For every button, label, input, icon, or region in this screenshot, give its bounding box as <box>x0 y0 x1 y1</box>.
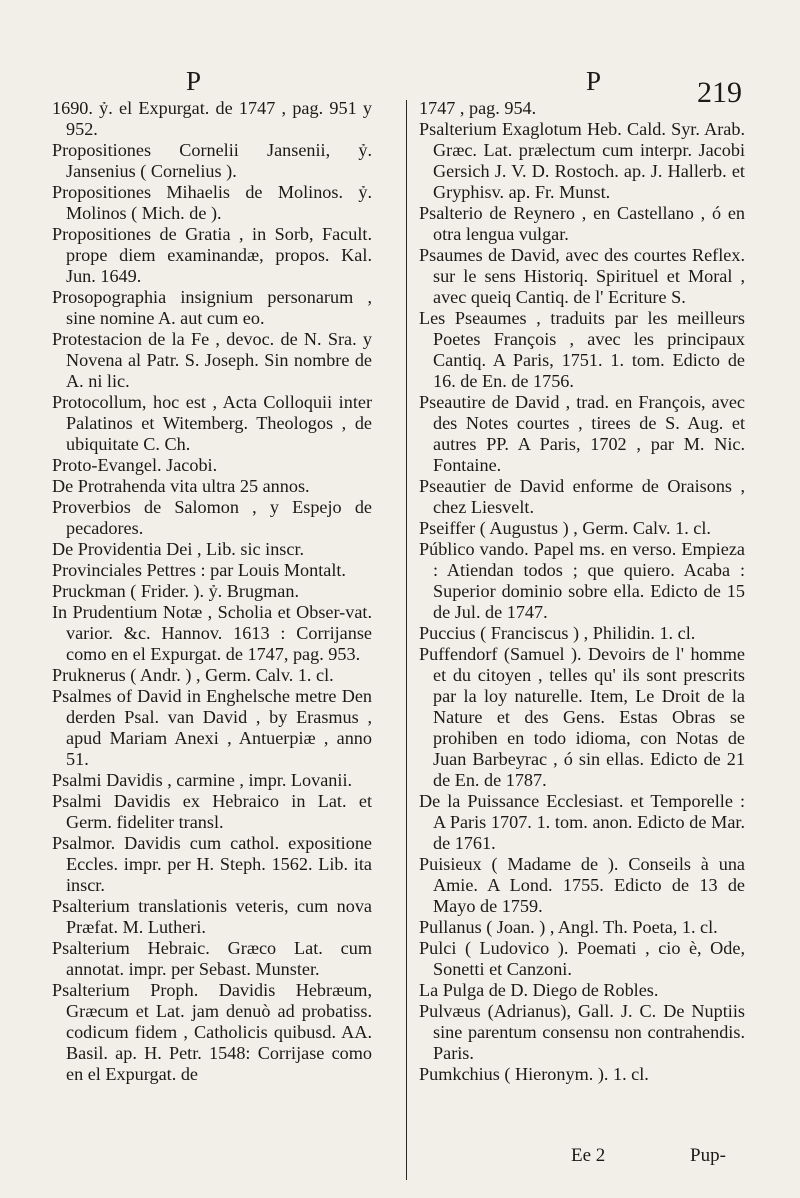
index-entry: Puffendorf (Samuel ). Devoirs de l' homme et du citoyen , telles qu' ils sont prescrits par la loy naturelle. Item, Le Droit de la Nature et des Gens. Estas Obras se prohiben en todo idioma, con Notas de Juan Barbeyrac , ó sin ellas. Edicto de 21 de En. de 1787. <box>419 644 745 790</box>
index-entry: De Protrahenda vita ultra 25 annos. <box>52 476 310 496</box>
index-entry: Pullanus ( Joan. ) , Angl. Th. Poeta, 1. cl. <box>419 917 718 937</box>
catchword: Pup- <box>690 1145 726 1166</box>
index-entry: Psalterio de Reynero , en Castellano , ó en otra lengua vulgar. <box>419 203 745 244</box>
index-entry: Psaumes de David, avec des courtes Reflex. sur le sens Historiq. Spirituel et Moral , avec queiq Cantiq. de l' Ecriture S. <box>419 245 745 307</box>
index-entry: Les Pseaumes , traduits par les meilleurs Poetes François , avec les principaux Cantiq. A Paris, 1751. 1. tom. Edicto de 16. de En. de 1756. <box>419 308 745 391</box>
index-entry: Psalmi Davidis ex Hebraico in Lat. et Germ. fideliter transl. <box>52 791 372 832</box>
index-entry: Puisieux ( Madame de ). Conseils à una Amie. A Lond. 1755. Edicto de 13 de Mayo de 1759. <box>419 854 745 916</box>
page-number: 219 <box>697 76 742 109</box>
index-entry: Protestacion de la Fe , devoc. de N. Sra. y Novena al Patr. S. Joseph. Sin nombre de A. ni lic. <box>52 329 372 391</box>
index-entry: Pseiffer ( Augustus ) , Germ. Calv. 1. cl. <box>419 518 711 538</box>
index-entry: Psalmor. Davidis cum cathol. expositione Eccles. impr. per H. Steph. 1562. Lib. ita inscr. <box>52 833 372 895</box>
running-head-right: P <box>586 66 603 96</box>
index-entry: Psalterium translationis veteris, cum nova Præfat. M. Lutheri. <box>52 896 372 937</box>
index-entry: Propositiones Mihaelis de Molinos. ỷ. Molinos ( Mich. de ). <box>52 182 372 223</box>
index-entry: Psalmes of David in Enghelsche metre Den derden Psal. van David , by Erasmus , apud Mariam Anexi , Antuerpiæ , anno 51. <box>52 686 372 769</box>
column-rule <box>406 100 407 1180</box>
index-entry: Pseautire de David , trad. en François, avec des Notes courtes , tirees de S. Aug. et autres PP. A Paris, 1702 , par M. Nic. Fontaine. <box>419 392 745 475</box>
index-entry: Psalmi Davidis , carmine , impr. Lovanii. <box>52 770 353 790</box>
index-entry: Pulci ( Ludovico ). Poemati , cio è, Ode, Sonetti et Canzoni. <box>419 938 745 979</box>
index-entry: Protocollum, hoc est , Acta Colloquii inter Palatinos et Witemberg. Theologos , de ubiquitate C. Ch. <box>52 392 372 454</box>
index-entry: Pseautier de David enforme de Oraisons , chez Liesvelt. <box>419 476 745 517</box>
index-entry: Provinciales Pettres : par Louis Montalt. <box>52 560 346 580</box>
index-entry: Psalterium Exaglotum Heb. Cald. Syr. Arab. Græc. Lat. prælectum cum interpr. Jacobi Gersich J. V. D. Rostoch. ap. J. Hallerb. et Gryphisv. ap. Fr. Munst. <box>419 119 745 202</box>
index-entry: In Prudentium Notæ , Scholia et Obser-vat. varior. &c. Hannov. 1613 : Corrijanse como en el Expurgat. de 1747, pag. 953. <box>52 602 372 664</box>
index-entry: De la Puissance Ecclesiast. et Temporelle : A Paris 1707. 1. tom. anon. Edicto de Mar. de 1761. <box>419 791 745 853</box>
index-entry: Público vando. Papel ms. en verso. Empieza : Atiendan todos ; que quiero. Acaba : Superior dominio sobre ella. Edicto de 15 de Jul. de 1747. <box>419 539 745 622</box>
right-column <box>419 98 745 1085</box>
signature-mark: Ee 2 <box>571 1145 606 1166</box>
index-entry: Propositiones de Gratia , in Sorb, Facult. prope diem examinandæ, propos. Kal. Jun. 1649. <box>52 224 372 286</box>
index-entry: Pulvæus (Adrianus), Gall. J. C. De Nuptiis sine parentum consensu non contrahendis. Paris. <box>419 1001 745 1063</box>
index-entry: Proto-Evangel. Jacobi. <box>52 455 218 475</box>
index-entry: Pruknerus ( Andr. ) , Germ. Calv. 1. cl. <box>52 665 334 685</box>
left-column <box>52 98 372 1085</box>
index-entry: Pruckman ( Frider. ). ỷ. Brugman. <box>52 581 300 601</box>
index-entry: Psalterium Proph. Davidis Hebræum, Græcum et Lat. jam denuò ad probatiss. codicum fidem , Catholicis quibusd. AA. Basil. ap. H. Petr. 1548: Corrijase como en el Expurgat. de <box>52 980 372 1084</box>
index-entry: Prosopographia insignium personarum , sine nomine A. aut cum eo. <box>52 287 372 328</box>
index-entry: Pumkchius ( Hieronym. ). 1. cl. <box>419 1064 649 1084</box>
index-entry: Psalterium Hebraic. Græco Lat. cum annotat. impr. per Sebast. Munster. <box>52 938 372 979</box>
index-entry: 1747 , pag. 954. <box>419 98 537 118</box>
index-entry: Proverbios de Salomon , y Espejo de pecadores. <box>52 497 372 538</box>
running-head-left: P <box>186 66 203 96</box>
index-entry: La Pulga de D. Diego de Robles. <box>419 980 659 1000</box>
index-entry: Puccius ( Franciscus ) , Philidin. 1. cl. <box>419 623 696 643</box>
index-entry: Propositiones Cornelii Jansenii, ỷ. Jansenius ( Cornelius ). <box>52 140 372 181</box>
index-entry: 1690. ỷ. el Expurgat. de 1747 , pag. 951 y 952. <box>52 98 372 139</box>
index-entry: De Providentia Dei , Lib. sic inscr. <box>52 539 305 559</box>
